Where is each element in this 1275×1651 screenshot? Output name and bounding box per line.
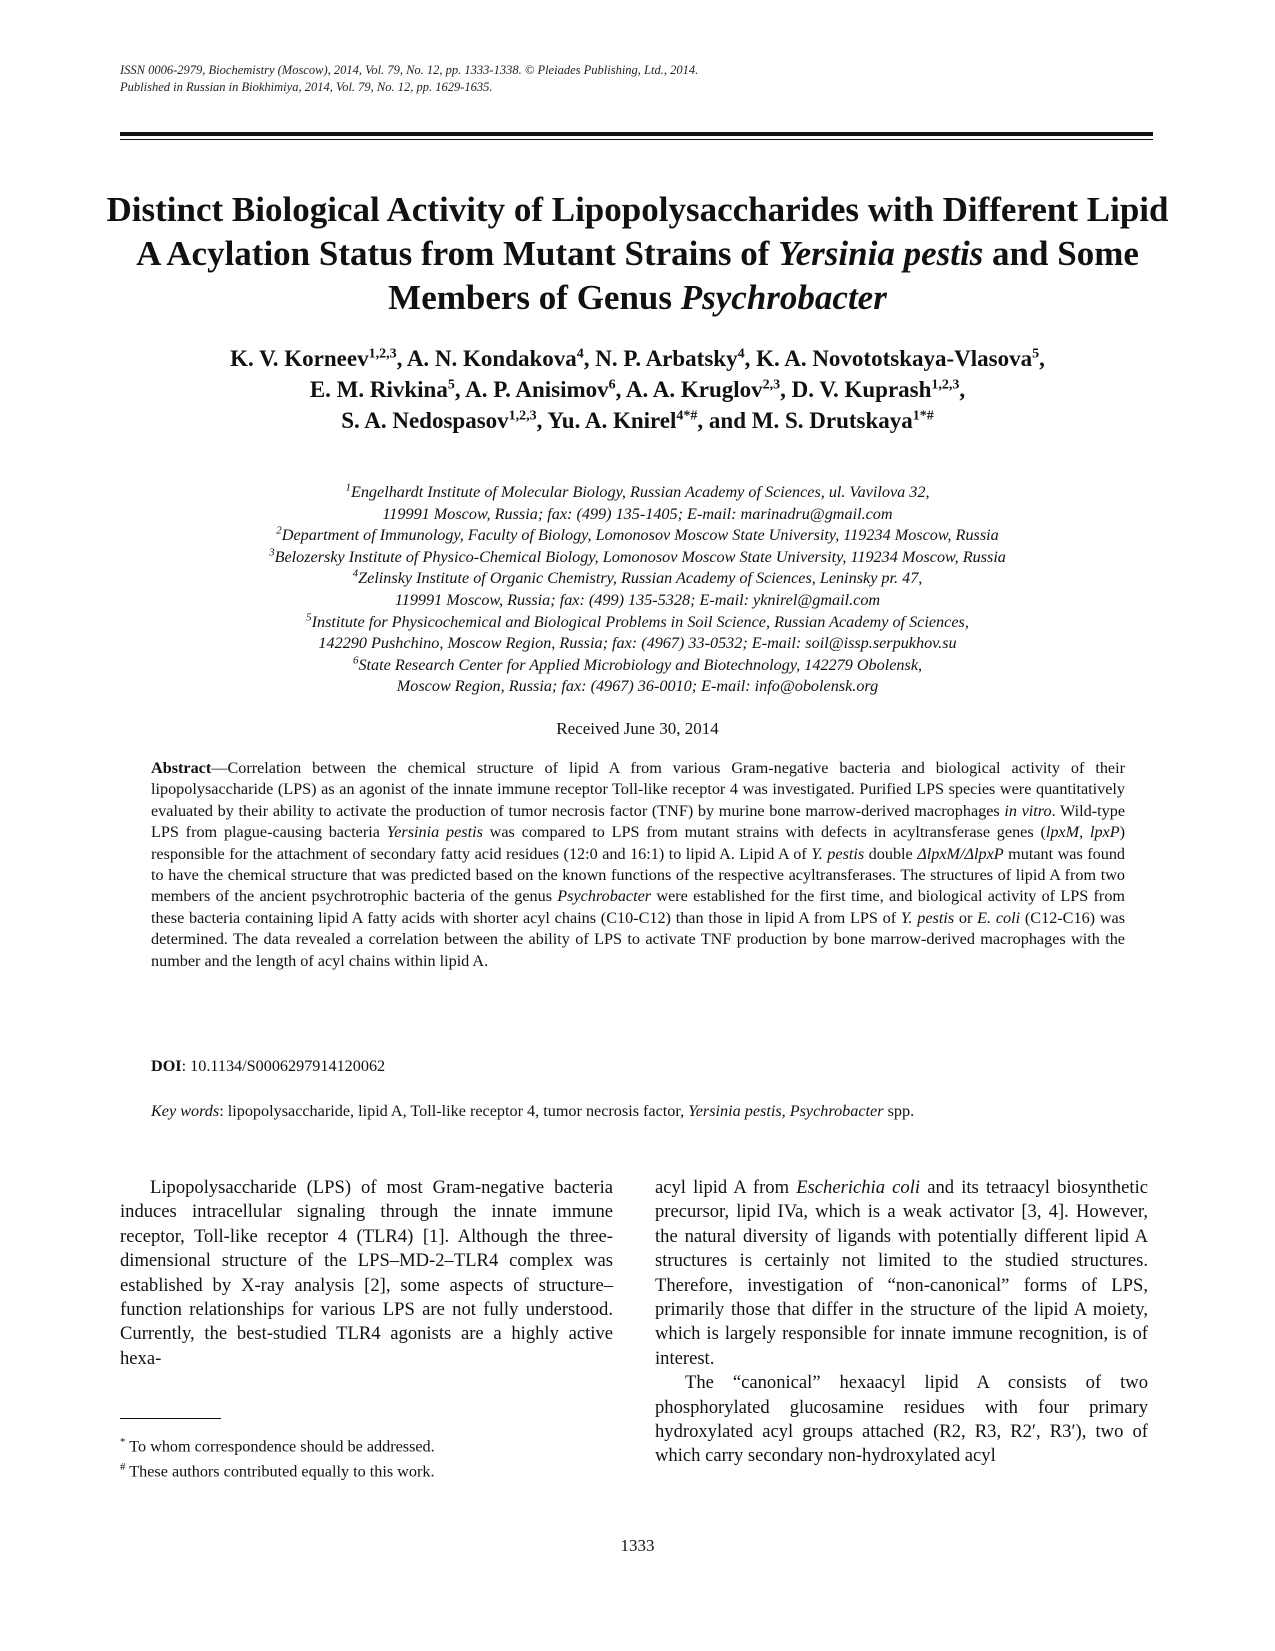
author-name: A. P. Anisimov <box>465 377 609 402</box>
affiliation-text: Belozersky Institute of Physico-Chemical Biology, Lomonosov Moscow State University, 119234 Moscow, Russia <box>274 547 1006 566</box>
body-paragraph <box>655 1176 1148 1371</box>
affiliation-text: Moscow Region, Russia; fax: (4967) 36-0010; E-mail: info@obolensk.org <box>396 677 879 696</box>
body-segment: and its tetraacyl biosynthetic precursor, lipid IVa, which is a weak activator [3, 4]. However, the natural diversity of ligands with potentially different lipid A structures is certainly not limited to the studied structures. Therefore, investigation of “non-canonical” forms of LPS, primarily those that differ in the structure of the lipid A moiety, which is largely responsible for innate immune recognition, is of interest. <box>655 1177 1148 1369</box>
doi-value: : 10.1134/S0006297914120062 <box>181 1057 386 1075</box>
affiliation-line <box>100 655 1175 677</box>
author <box>595 346 744 371</box>
affiliation-text: 142290 Pushchino, Moscow Region, Russia; fax: (4967) 33-0532; E-mail: soil@issp.serpukhov.su <box>318 634 957 653</box>
author <box>341 408 536 433</box>
author-name: K. A. Novototskaya-Vlasova <box>756 346 1033 371</box>
abstract-label: Abstract <box>151 759 212 777</box>
affiliation-text: Engelhardt Institute of Molecular Biology, Russian Academy of Sciences, ul. Vavilova 32, <box>350 483 930 501</box>
affiliation-line <box>100 590 1175 612</box>
affiliation-line <box>100 633 1175 655</box>
footnote-text: These authors contributed equally to this work. <box>125 1462 435 1481</box>
abstract-segment: Y. pestis <box>900 908 955 927</box>
page-number: 1333 <box>620 1536 655 1555</box>
abstract-segment: ΔlpxM/ΔlpxP <box>917 844 1004 863</box>
affiliation-line <box>100 504 1175 526</box>
affiliation-number: 1 <box>345 481 351 494</box>
author-name: D. V. Kuprash <box>791 377 932 402</box>
journal-header-line-2: Published in Russian in Biokhimiya, 2014, Vol. 79, No. 12, pp. 1629-1635. <box>120 80 493 94</box>
abstract-segment: —Correlation between the chemical structure of lipid A from various Gram-negative bacteria and biological activity of their lipopolysaccharide (LPS) as an agonist of the innate immune receptor Toll-like receptor 4 was investigated. Purified LPS species were quantitatively evaluated by their ability to activate the production of tumor necrosis factor (TNF) by murine bone marrow-derived macrophages <box>151 759 1125 820</box>
keywords-segment: Psychrobacter <box>789 1102 884 1120</box>
affiliation-line <box>100 568 1175 590</box>
author-name: S. A. Nedospasov <box>341 408 509 433</box>
affiliation-line <box>100 525 1175 547</box>
abstract-segment: Psychrobacter <box>557 887 652 906</box>
author-affiliation-mark: 4 <box>737 346 745 362</box>
author <box>756 346 1039 371</box>
author-name: E. M. Rivkina <box>309 377 448 402</box>
title-italic-2: Psychrobacter <box>680 278 887 317</box>
affiliation-list <box>100 482 1175 698</box>
abstract-segment: in vitro <box>1004 801 1052 820</box>
abstract-segment: E. coli <box>977 908 1021 927</box>
author <box>407 346 584 371</box>
author-affiliation-mark: 1,2,3 <box>931 377 960 393</box>
header-rule-thin <box>120 139 1153 140</box>
affiliation-text: 119991 Moscow, Russia; fax: (499) 135-5328; E-mail: yknirel@gmail.com <box>394 590 881 609</box>
abstract-segment: were established for the first time, and biological activity of LPS from these bacteria containing lipid A fatty acids with shorter acyl chains (C10-C12) than those in lipid A from LPS of <box>151 887 1126 927</box>
author <box>547 408 697 433</box>
author-affiliation-mark: 5 <box>447 377 455 393</box>
title-part-1: Distinct Biological Activity of Lipopolysaccharides with Different Lipid A Acylation Status from Mutant Strains of <box>106 190 1169 273</box>
body-segment: Lipopolysaccharide (LPS) of most Gram-negative bacteria induces intracellular signaling through the innate immune receptor, Toll-like receptor 4 (TLR4) [1]. Although the three-dimensional structure of the LPS–MD-2–TLR4 complex was established by X-ray analysis [2], some aspects of structure–function relationships for various LPS are not fully understood. Currently, the best-studied TLR4 agonists are a highly active hexa- <box>120 1177 613 1369</box>
abstract-segment: Yersinia pestis <box>386 823 483 842</box>
author-affiliation-mark: 6 <box>608 377 616 393</box>
journal-header-line-1: ISSN 0006-2979, Biochemistry (Moscow), 2014, Vol. 79, No. 12, pp. 1333-1338. © Pleiades Publishing, Ltd., 2014. <box>120 63 699 77</box>
body-segment: The “canonical” hexaacyl lipid A consists of two phosphorylated glucosamine residues with four primary hydroxylated acyl groups attached (R2, R3, R2′, R3′), two of which carry secondary non-hydroxylated acyl <box>655 1372 1148 1467</box>
footnote <box>120 1432 435 1457</box>
author-name: N. P. Arbatsky <box>595 346 738 371</box>
affiliation-number: 6 <box>352 654 359 667</box>
footnote-mark: # <box>120 1461 126 1474</box>
author <box>792 377 960 402</box>
affiliation-number: 4 <box>352 567 359 580</box>
author-list: K. V. Korneev$^{1,2,3}$, A. N. Kondakova$^4$, N. P. Arbatsky$^4$, K. A. Novototskaya-Vlasova$^5$, E. M. Rivkina$^5$, A. P. Anisimov$^6$, A. A. Kruglov$^{2,3}$, D. V. Kuprash$^{1,2,3}$, S. A. Nedospasov$^{1,2,3}$, Yu. A. Knirel$^{4*\#}$, and M. S. Drutskaya$^{1*\#}$ <box>230 346 1045 433</box>
keywords-body <box>219 1102 914 1120</box>
affiliation-text: Department of Immunology, Faculty of Biology, Lomonosov Moscow State University, 119234 Moscow, Russia <box>281 526 999 545</box>
author <box>465 377 616 402</box>
affiliation-text: 119991 Moscow, Russia; fax: (499) 135-1405; E-mail: marinadru@gmail.com <box>382 504 893 523</box>
body-paragraph <box>120 1176 613 1371</box>
abstract-segment: or <box>954 908 978 927</box>
keywords-label: Key words <box>151 1102 220 1120</box>
author <box>230 346 396 371</box>
keywords-segment: Yersinia pestis <box>688 1102 782 1120</box>
abstract-segment: lpxP <box>1089 823 1120 842</box>
abstract-segment: (C12-C16) was determined. The data revealed a correlation between the ability of LPS to activate TNF production by bone marrow-derived macrophages with the number and the length of acyl chains within lipid A. <box>151 908 1125 970</box>
body-paragraph <box>655 1371 1148 1469</box>
keywords-segment: , <box>781 1102 790 1120</box>
paper-title <box>100 188 1175 320</box>
abstract-body <box>151 759 1125 970</box>
affiliation-line <box>100 676 1175 698</box>
footnote-text: To whom correspondence should be addressed. <box>125 1437 435 1456</box>
affiliation-line <box>100 547 1175 569</box>
affiliation-number: 2 <box>276 524 282 537</box>
author <box>626 377 780 402</box>
abstract-segment: was compared to LPS from mutant strains with defects in acyltransferase genes ( <box>482 823 1046 842</box>
keywords <box>151 1102 1125 1121</box>
keywords-segment: : lipopolysaccharide, lipid A, Toll-like receptor 4, tumor necrosis factor, <box>219 1102 689 1120</box>
title-italic-1: Yersinia pestis <box>778 234 984 273</box>
affiliation-line <box>100 612 1175 634</box>
author-name: Yu. A. Knirel <box>547 408 677 433</box>
abstract-segment: Y. pestis <box>811 844 865 863</box>
author-name: A. N. Kondakova <box>406 346 577 371</box>
author <box>709 408 934 433</box>
affiliation-number: 5 <box>306 611 312 624</box>
header-rule-thick <box>120 132 1153 136</box>
author-name: and M. S. Drutskaya <box>708 408 913 433</box>
body-segment: acyl lipid A from <box>655 1177 797 1198</box>
affiliation-line <box>100 482 1175 504</box>
abstract-segment: , <box>1079 823 1090 842</box>
author-affiliation-mark: 4*# <box>676 408 698 424</box>
abstract-segment: . Wild-type LPS from plague-causing bacteria <box>151 801 1126 842</box>
author-affiliation-mark: 1*# <box>912 408 934 424</box>
received-date: Received June 30, 2014 <box>556 719 719 738</box>
affiliation-text: Zelinsky Institute of Organic Chemistry, Russian Academy of Sciences, Leninsky pr. 47, <box>358 569 923 588</box>
author-affiliation-mark: 1,2,3 <box>368 346 397 362</box>
body-column-left <box>120 1176 613 1371</box>
author-affiliation-mark: 1,2,3 <box>508 408 537 424</box>
author-name: A. A. Kruglov <box>625 377 763 402</box>
abstract-segment: lpxM <box>1045 823 1080 842</box>
footnote-rule <box>120 1418 221 1419</box>
title-part-2: and Some Members of Genus <box>388 234 1139 317</box>
author-affiliation-mark: 2,3 <box>762 377 781 393</box>
abstract <box>151 758 1125 972</box>
author-affiliation-mark: 5 <box>1032 346 1040 362</box>
body-column-right <box>655 1176 1148 1469</box>
author <box>310 377 455 402</box>
author-affiliation-mark: 4 <box>576 346 584 362</box>
doi-label: DOI <box>151 1057 182 1075</box>
keywords-segment: spp. <box>883 1102 915 1120</box>
footnotes <box>120 1432 435 1483</box>
abstract-segment: ) responsible for the attachment of secondary fatty acid residues (12:0 and 16:1) to lipid A. Lipid A of <box>151 823 1126 863</box>
body-segment: Escherichia coli <box>796 1177 921 1198</box>
doi <box>151 1057 385 1076</box>
affiliation-text: State Research Center for Applied Microbiology and Biotechnology, 142279 Obolensk, <box>358 655 923 674</box>
footnote <box>120 1457 435 1482</box>
abstract-segment: double <box>864 844 918 863</box>
abstract-segment: mutant was found to have the chemical structure that was predicted based on the known functions of the respective acyltransferases. The structures of lipid A from two members of the ancient psychrotrophic bacteria of the genus <box>151 844 1126 906</box>
affiliation-number: 3 <box>269 546 275 559</box>
affiliation-text: Institute for Physicochemical and Biological Problems in Soil Science, Russian Academy of Sciences, <box>311 612 969 631</box>
author-name: K. V. Korneev <box>230 346 369 371</box>
footnote-mark: * <box>120 1436 126 1448</box>
